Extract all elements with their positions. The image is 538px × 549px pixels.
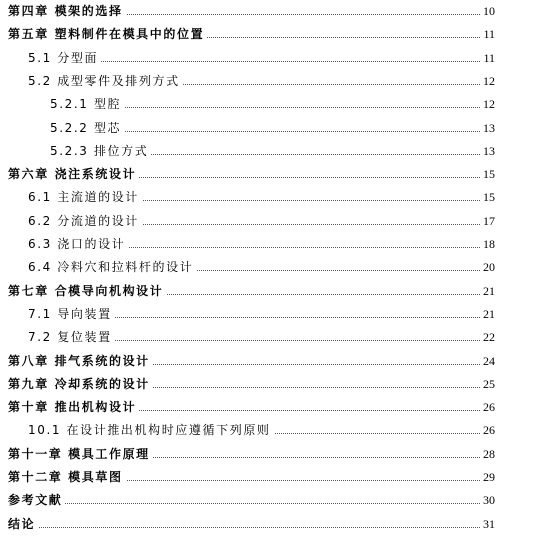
toc-page-number: 24: [481, 350, 495, 372]
toc-entry[interactable]: [0, 350, 538, 372]
toc-entry-title: 结论: [8, 513, 38, 535]
toc-page-number: 18: [481, 233, 495, 255]
toc-entry[interactable]: [0, 513, 538, 535]
toc-entry-title: 第八章 排气系统的设计: [8, 350, 153, 372]
toc-page-number: 15: [481, 163, 495, 185]
toc-entry[interactable]: [0, 419, 538, 441]
toc-entry[interactable]: [0, 256, 538, 278]
toc-entry-title: 6.1 主流道的设计: [28, 186, 142, 208]
toc-page-number: 31: [481, 513, 495, 535]
toc-entry[interactable]: [0, 23, 538, 45]
toc-page-number: 12: [481, 70, 495, 92]
toc-entry[interactable]: [0, 47, 538, 69]
toc-page-number: 17: [481, 210, 495, 232]
toc-entry[interactable]: [0, 233, 538, 255]
toc-entry-title: 5.1 分型面: [28, 47, 101, 69]
toc-entry-title: 5.2.2 型芯: [50, 117, 124, 139]
toc-entry-title: 参考文献: [8, 489, 65, 511]
toc-entry-title: 第五章 塑料制件在模具中的位置: [8, 23, 207, 45]
toc-entry-title: 7.2 复位装置: [28, 326, 115, 348]
toc-entry-title: 第六章 浇注系统设计: [8, 163, 139, 185]
toc-entry[interactable]: [0, 140, 538, 162]
toc-entry[interactable]: [0, 443, 538, 465]
toc-page-number: 11: [481, 23, 495, 45]
toc-entry-title: 6.2 分流道的设计: [28, 210, 142, 232]
toc-page-number: 15: [481, 186, 495, 208]
toc-entry-title: 第九章 冷却系统的设计: [8, 373, 153, 395]
toc-page-number: 13: [481, 117, 495, 139]
toc-page-number: 11: [481, 47, 495, 69]
toc-entry-title: 6.4 冷料穴和拉料杆的设计: [28, 256, 196, 278]
toc-entry[interactable]: [0, 466, 538, 488]
toc-entry-title: 10.1 在设计推出机构时应遵循下列原则: [28, 419, 274, 441]
toc-page-number: 12: [481, 93, 495, 115]
toc-entry-title: 第十一章 模具工作原理: [8, 443, 153, 465]
dot-leader: [8, 527, 492, 528]
toc-page-number: 20: [481, 256, 495, 278]
toc-entry-title: 5.2.3 排位方式: [50, 140, 151, 162]
dot-leader: [8, 503, 492, 504]
toc-entry[interactable]: [0, 163, 538, 185]
toc-page-number: 13: [481, 140, 495, 162]
toc-entry[interactable]: [0, 373, 538, 395]
toc-page-number: 21: [481, 280, 495, 302]
toc-entry[interactable]: [0, 303, 538, 325]
toc-page-number: 28: [481, 443, 495, 465]
toc-entry-title: 第七章 合模导向机构设计: [8, 280, 166, 302]
toc-entry-title: 第十章 推出机构设计: [8, 396, 139, 418]
toc-entry-title: 第四章 模架的选择: [8, 0, 126, 22]
toc-page-number: 29: [481, 466, 495, 488]
toc-page-number: 26: [481, 419, 495, 441]
toc-entry[interactable]: [0, 93, 538, 115]
toc-entry[interactable]: [0, 70, 538, 92]
toc-page-number: 10: [481, 0, 495, 22]
toc-page-number: 21: [481, 303, 495, 325]
toc-entry[interactable]: [0, 396, 538, 418]
toc-entry[interactable]: [0, 0, 538, 22]
toc-entry-title: 5.2.1 型腔: [50, 93, 124, 115]
toc-entry[interactable]: [0, 117, 538, 139]
toc-entry-title: 第十二章 模具草图: [8, 466, 126, 488]
toc-entry-title: 7.1 导向装置: [28, 303, 115, 325]
toc-entry[interactable]: [0, 210, 538, 232]
toc-entry-title: 5.2 成型零件及排列方式: [28, 70, 183, 92]
toc-entry-title: 6.3 浇口的设计: [28, 233, 128, 255]
toc-entry[interactable]: [0, 280, 538, 302]
toc-page-number: 30: [481, 489, 495, 511]
toc-entry[interactable]: [0, 489, 538, 511]
toc-page-number: 26: [481, 396, 495, 418]
toc-entry[interactable]: [0, 326, 538, 348]
toc-entry[interactable]: [0, 186, 538, 208]
toc-page-number: 22: [481, 326, 495, 348]
toc-page-number: 25: [481, 373, 495, 395]
